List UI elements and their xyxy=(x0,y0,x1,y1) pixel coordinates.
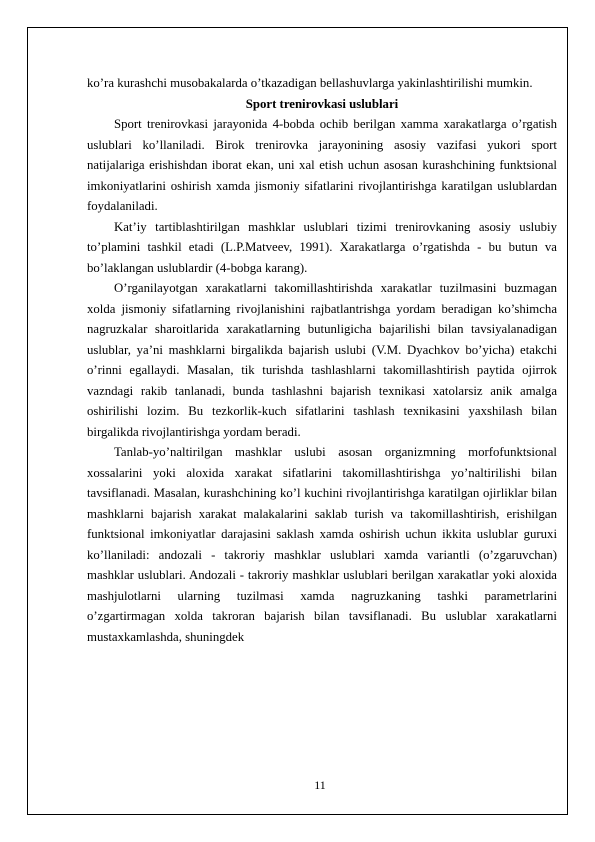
section-heading: Sport trenirovkasi uslublari xyxy=(245,96,399,111)
body-paragraph: O’rganilayotgan xarakatlarni takomillashtirishda xarakatlar tuzilmasini buzmagan xolda jismoniy sifatlarning rivojlanishini rajbatlantrishga yordam beradigan ko’shimcha nagruzkalar sharoitlarida xarakatlarning butunligicha bajarilishi bilan tavsiyalanadigan uslublar, ya’ni mashklarni birgalikda bajarish uslubi (V.M. Dyachkov bo’yicha) etakchi o’rinni egallaydi. Masalan, tik turishda tashlashlarni takomillashtirish paytida ojirrok vazndagi rakib tanlanadi, bunda tashlashni bajarish texnikasi xatolarsiz anik amalga oshirilishi lozim. Bu tezkorlik-kuch sifatlarini tashlash texnikasini yaxshilash bilan birgalikda rivojlantirishga yordam beradi. xyxy=(87,281,557,439)
body-paragraph: Tanlab-yo’naltirilgan mashklar uslubi asosan organizmning morfofunktsional xossalarini yoki aloxida xarakat sifatlarini takomillashtirishga yo’naltirilishi bilan tavsiflanadi. Masalan, kurashchining ko’l kuchini rivojlantirishga karatilgan ojirliklar bilan mashklarni bajarish xarakat malakalarini saklab turish va takomillashtirish, erishilgan funktsional imkoniyatlar darajasini saklash xamda oshirish uchun ikkita uslublar guruxi ko’llaniladi: andozali - takroriy mashklar uslublari xamda variantli (o’zgaruvchan) mashklar uslublari. Andozali - takroriy mashklar uslublari berilgan xarakatlar yoki aloxida mashjulotlarni ularning tuzilmasi xamda nagruzkaning tashki parametrlarini o’zgartirmagan xolda takroran bajarish bilan tavsiflanadi. Bu uslublar xarakatlarni mustaxkamlashda, shuningdek xyxy=(87,445,557,644)
body-paragraph: Kat’iy tartiblashtirilgan mashklar uslublari tizimi trenirovkaning asosiy uslubiy to’plamini tashkil etadi (L.P.Matveev, 1991). Xarakatlarga o’rgatishda - bu butun va bo’laklangan uslublardir (4-bobga karang). xyxy=(87,219,557,275)
continuation-paragraph: ko’ra kurashchi musobakalarda o’tkazadigan bellashuvlarga yakinlashtirilishi mumkin. xyxy=(87,76,533,90)
body-paragraph: Sport trenirovkasi jarayonida 4-bobda ochib berilgan xamma xarakatlarga o’rgatish uslublari ko’llaniladi. Birok trenirovka jarayonining asosiy vazifasi yukori sport natijalariga erishishdan iborat ekan, uni xal etish uchun asosan kurashchining funktsional imkoniyatlarini oshirish xamda jismoniy sifatlarini rivojlantirishga karatilgan uslublardan foydalaniladi. xyxy=(87,117,557,213)
document-body xyxy=(87,73,557,647)
page-number: 11 xyxy=(314,778,326,792)
